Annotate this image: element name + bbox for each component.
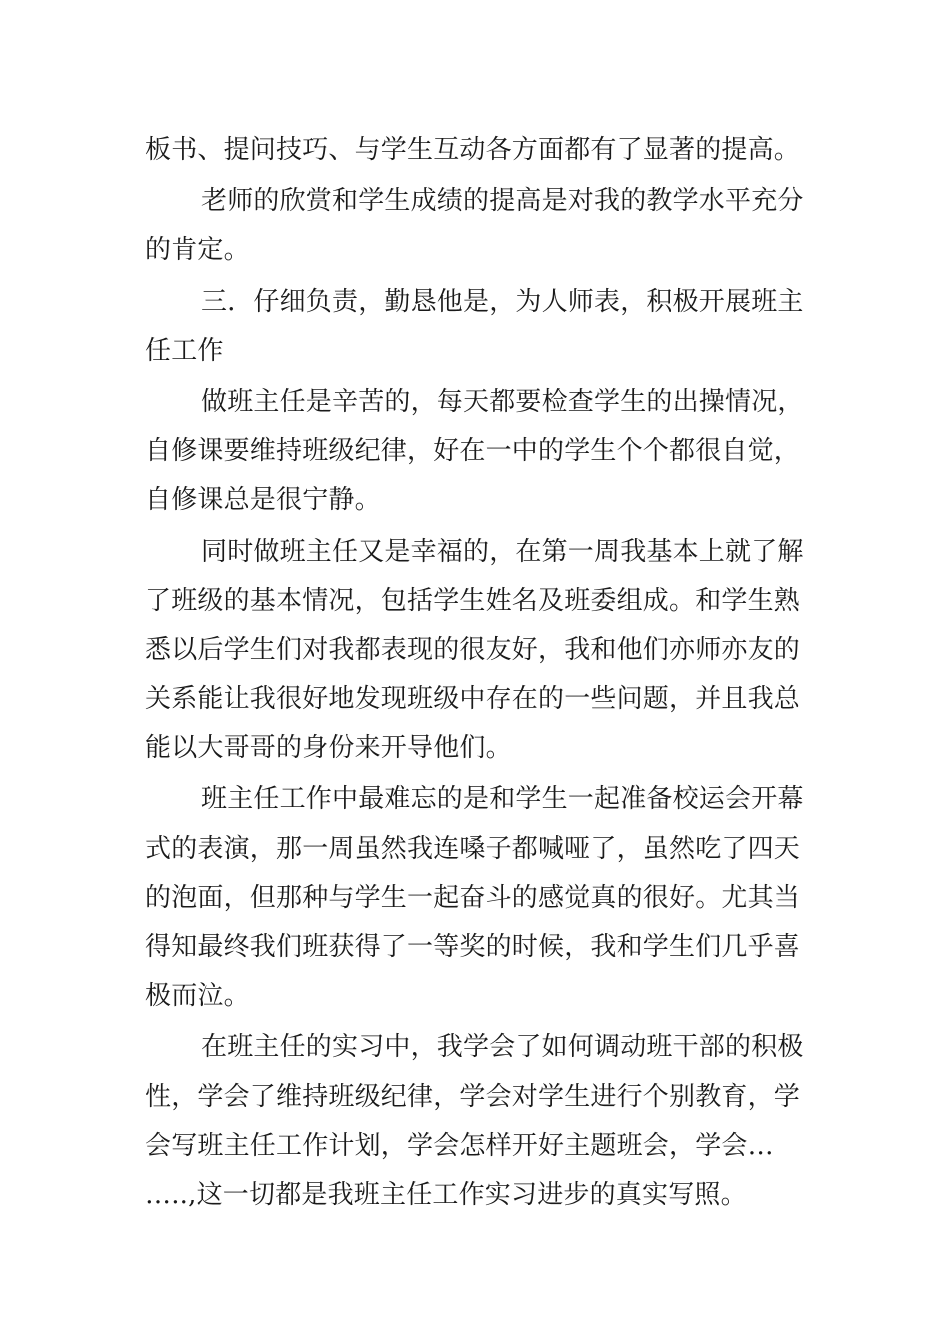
heading-line: 任工作 [145, 335, 224, 366]
paragraph-line: 得知最终我们班获得了一等奖的时候，我和学生们几乎喜 [145, 932, 801, 962]
paragraph-line: 极而泣。 [145, 981, 250, 1012]
paragraph-line: 做班主任是辛苦的，每天都要检查学生的出操情况， [201, 386, 804, 417]
paragraph-line: 式的表演，那一周虽然我连嗓子都喊哑了，虽然吃了四天 [145, 833, 801, 864]
paragraph-line: 班主任工作中最难忘的是和学生一起准备校运会开幕 [201, 784, 804, 815]
paragraph-line: 关系能让我很好地发现班级中存在的一些问题，并且我总 [145, 684, 801, 715]
document-body [145, 126, 807, 1222]
paragraph-line: 的泡面，但那种与学生一起奋斗的感觉真的很好。尤其当 [145, 882, 801, 913]
paragraph-6 [145, 775, 807, 1021]
paragraph-line: 在班主任的实习中，我学会了如何调动班干部的积极 [201, 1032, 804, 1063]
paragraph-line: …..,这一切都是我班主任工作实习进步的真实写照。 [145, 1179, 747, 1210]
paragraph-7 [145, 1023, 807, 1220]
paragraph-line: 能以大哥哥的身份来开导他们。 [145, 733, 512, 764]
paragraph-5 [145, 528, 807, 774]
paragraph-line: 性，学会了维持班级纪律，学会对学生进行个别教育，学 [145, 1081, 801, 1112]
heading-line: 三．仔细负责，勤恳他是，为人师表，积极开展班主 [201, 286, 804, 317]
paragraph-2 [145, 177, 807, 275]
paragraph-line: 的肯定。 [145, 235, 250, 266]
paragraph-line: 悉以后学生们对我都表现的很友好，我和他们亦师亦友的 [145, 634, 801, 665]
paragraph-line: 板书、提问技巧、与学生互动各方面都有了显著的提高。 [145, 135, 801, 165]
paragraph-1 [145, 126, 807, 175]
paragraph-4 [145, 378, 807, 526]
paragraph-line: 自修课要维持班级纪律，好在一中的学生个个都很自觉， [145, 436, 801, 467]
paragraph-line: 同时做班主任又是幸福的，在第一周我基本上就了解 [201, 536, 804, 567]
paragraph-line: 老师的欣赏和学生成绩的提高是对我的教学水平充分 [201, 186, 804, 217]
paragraph-line: 了班级的基本情况，包括学生姓名及班委组成。和学生熟 [145, 585, 801, 616]
paragraph-line: 自修课总是很宁静。 [145, 485, 381, 516]
paragraph-line: 会写班主任工作计划，学会怎样开好主题班会，学会… [145, 1130, 774, 1161]
section-heading-3 [145, 278, 807, 376]
